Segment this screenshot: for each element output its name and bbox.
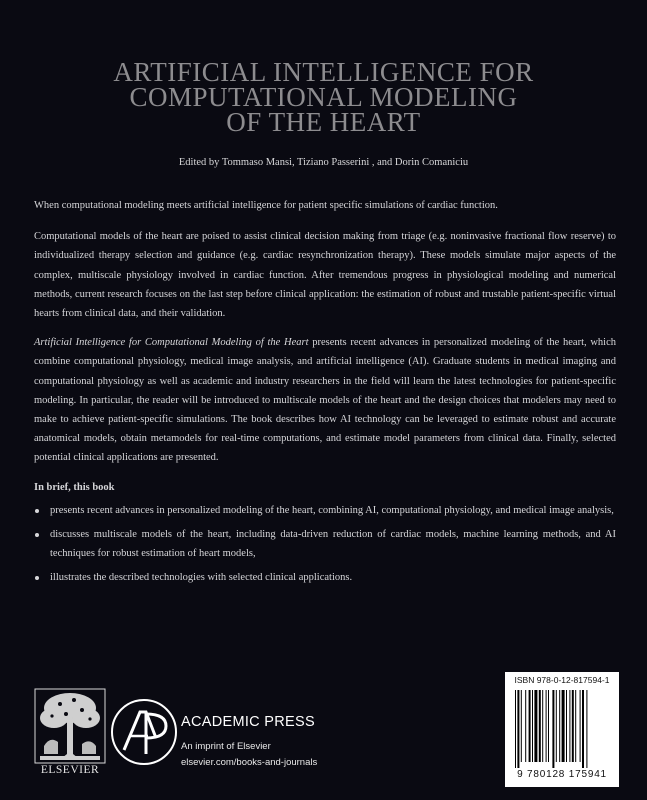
elsevier-wordmark: ELSEVIER <box>40 764 100 776</box>
description-paragraph-1: Computational models of the heart are poised to assist clinical decision making from triage (e.g. noninvasive fractional flow reserve) to individualized therapy selection and guidance (e.g. cardiac resynchronization therapy). These models simulate major aspects of the complex, multiscale physiology involved in cardiac function. After tremendous progress in physiological modeling and numerical methods, current research focuses on the last step before clinical application: the estimation of robust and trustable patient-specific virtual hearts from clinical data, and their validation. <box>34 231 616 320</box>
title-line-2: COMPUTATIONAL MODELING <box>129 82 518 112</box>
isbn-barcode-box <box>505 672 619 787</box>
imprint-text: An imprint of Elsevier <box>181 741 271 752</box>
brief-item <box>34 568 616 587</box>
barcode-bar <box>542 690 543 762</box>
barcode-bar <box>525 690 526 762</box>
barcode-bar <box>517 690 519 768</box>
brief-item-text: discusses multiscale models of the heart, including data-driven reduction of cardiac models, machine learning methods, and AI techniques for robust estimation of heart models, <box>50 529 616 560</box>
barcode-bar <box>580 690 581 762</box>
barcode-bar <box>559 690 560 762</box>
barcode-bar <box>575 690 576 762</box>
brief-item <box>34 525 616 563</box>
barcode-bar <box>548 690 549 762</box>
brief-item <box>34 501 616 520</box>
bullet-icon <box>35 533 39 537</box>
barcode-bar <box>552 690 554 768</box>
barcode-bar <box>566 690 567 762</box>
brief-item-text: illustrates the described technologies with selected clinical applications. <box>50 572 353 584</box>
title-line-3: OF THE HEART <box>226 107 421 137</box>
barcode-bar <box>572 690 574 762</box>
elsevier-tree-logo <box>34 688 106 772</box>
barcode-bar <box>556 690 557 762</box>
barcode-icon <box>515 690 611 768</box>
brief-heading: In brief, this book <box>34 481 115 493</box>
back-cover-text <box>34 196 616 593</box>
barcode-bar <box>539 690 541 762</box>
barcode-bar <box>515 690 516 768</box>
barcode-bar <box>569 690 570 762</box>
title-line-1: ARTIFICIAL INTELLIGENCE FOR <box>113 57 534 87</box>
description-paragraph-2 <box>34 333 616 467</box>
barcode-bar <box>529 690 531 762</box>
description-paragraph-2-text: presents recent advances in personalized modeling of the heart, which combine computational physiology, medical image analysis, and artificial intelligence (AI). Graduate students in medical imaging and computational physiology as well as academic and industry researchers in the field will learn the latest technologies for patient-specific modeling. In particular, the reader will be introduced to multiscale models of the heart and the design choices that modelers may need to make to achieve patient-specific simulations. The book describes how AI technology can be leveraged to estimate robust and accurate anatomical models, obtain metamodels for real-time computations, and estimate model parameters from clinical data. Finally, selected potential clinical applications are presented. <box>34 337 616 464</box>
intro-paragraph: When computational modeling meets artificial intelligence for patient specific simulations of cardiac function. <box>34 200 498 211</box>
book-title <box>0 57 647 137</box>
brief-list <box>34 501 616 588</box>
barcode-bar <box>534 690 537 762</box>
brief-item-text: presents recent advances in personalized modeling of the heart, combining AI, computational physiology, and medical image analysis, <box>50 504 614 516</box>
barcode-bar <box>586 690 587 768</box>
publisher-url: elsevier.com/books-and-journals <box>181 757 318 768</box>
barcode-number: 9 780128 175941 <box>517 769 607 780</box>
isbn-label: ISBN 978-0-12-817594-1 <box>514 675 610 685</box>
academic-press-logo <box>110 698 178 766</box>
academic-press-name: ACADEMIC PRESS <box>181 714 315 730</box>
barcode-bar <box>546 690 547 762</box>
barcode-bar <box>582 690 584 768</box>
bullet-icon <box>35 509 39 513</box>
barcode-bar <box>562 690 565 762</box>
barcode-bar <box>532 690 533 762</box>
barcode-bar <box>521 690 522 762</box>
bullet-icon <box>35 576 39 580</box>
editors-line: Edited by Tommaso Mansi, Tiziano Passerini , and Dorin Comaniciu <box>178 157 469 168</box>
book-title-italic: Artificial Intelligence for Computational Modeling of the Heart <box>34 337 309 349</box>
